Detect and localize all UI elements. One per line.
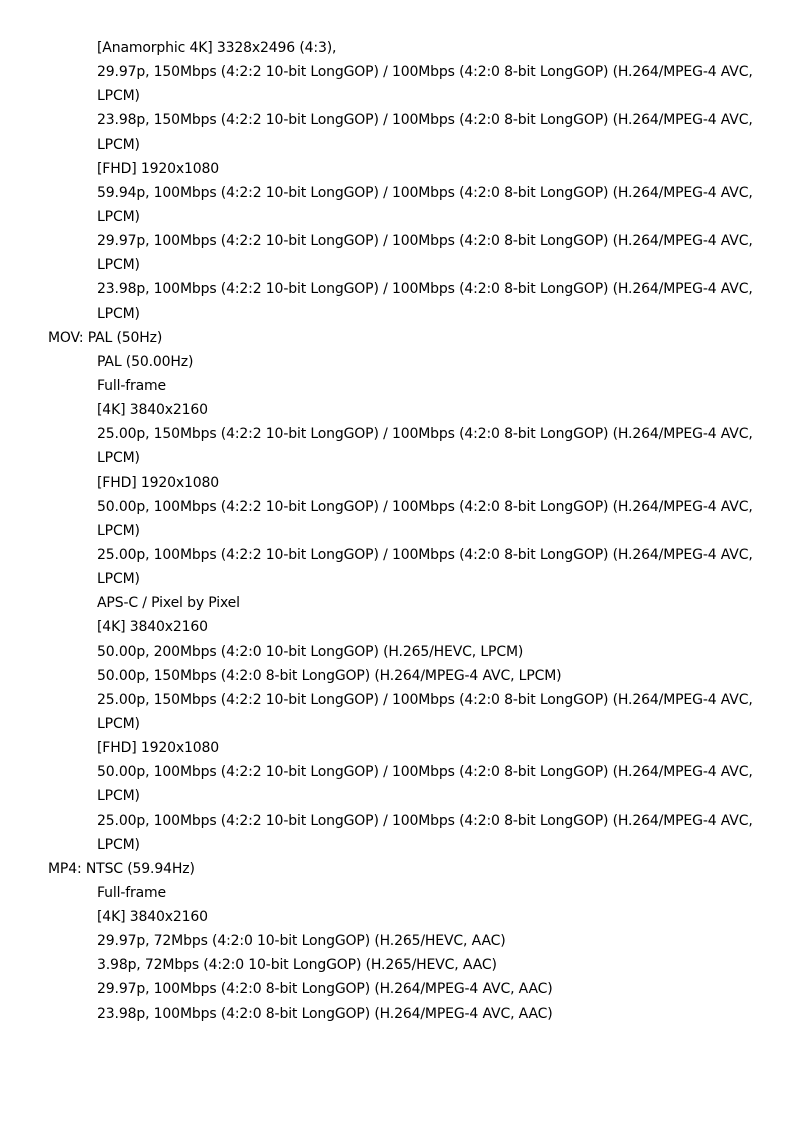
spec-line: LPCM)	[97, 788, 140, 805]
spec-line: [Anamorphic 4K] 3328x2496 (4:3),	[97, 40, 337, 56]
spec-line: LPCM)	[97, 836, 140, 853]
spec-line: 23.98p, 100Mbps (4:2:0 8-bit LongGOP) (H.264/MPEG-4 AVC, AAC)	[97, 1005, 553, 1022]
spec-line: 23.98p, 150Mbps (4:2:2 10-bit LongGOP) / 100Mbps (4:2:0 8-bit LongGOP) (H.264/MPEG-4 AVC,	[97, 112, 753, 129]
spec-line: LPCM)	[97, 450, 140, 467]
spec-line: LPCM)	[97, 571, 140, 588]
spec-line: [FHD] 1920x1080	[97, 160, 220, 177]
format-heading: MOV: PAL (50Hz)	[48, 329, 163, 346]
spec-line: 25.00p, 150Mbps (4:2:2 10-bit LongGOP) / 100Mbps (4:2:0 8-bit LongGOP) (H.264/MPEG-4 AVC,	[97, 426, 753, 443]
spec-line: [4K] 3840x2160	[97, 402, 208, 419]
spec-line: LPCM)	[97, 522, 140, 539]
format-heading: MP4: NTSC (59.94Hz)	[48, 860, 195, 877]
spec-line: 59.94p, 100Mbps (4:2:2 10-bit LongGOP) / 100Mbps (4:2:0 8-bit LongGOP) (H.264/MPEG-4 AVC,	[97, 184, 753, 201]
spec-line: LPCM)	[97, 715, 140, 732]
spec-line: 23.98p, 100Mbps (4:2:2 10-bit LongGOP) / 100Mbps (4:2:0 8-bit LongGOP) (H.264/MPEG-4 AVC,	[97, 281, 753, 298]
spec-line: 29.97p, 72Mbps (4:2:0 10-bit LongGOP) (H.265/HEVC, AAC)	[97, 933, 506, 950]
spec-line: 29.97p, 100Mbps (4:2:2 10-bit LongGOP) / 100Mbps (4:2:0 8-bit LongGOP) (H.264/MPEG-4 AVC,	[97, 233, 753, 250]
spec-line: LPCM)	[97, 257, 140, 274]
spec-line: 25.00p, 150Mbps (4:2:2 10-bit LongGOP) / 100Mbps (4:2:0 8-bit LongGOP) (H.264/MPEG-4 AVC,	[97, 691, 753, 708]
spec-line: 50.00p, 100Mbps (4:2:2 10-bit LongGOP) / 100Mbps (4:2:0 8-bit LongGOP) (H.264/MPEG-4 AVC,	[97, 498, 753, 515]
spec-line: LPCM)	[97, 305, 140, 322]
spec-line: Full-frame	[97, 884, 167, 901]
spec-line: 29.97p, 100Mbps (4:2:0 8-bit LongGOP) (H.264/MPEG-4 AVC, AAC)	[97, 981, 553, 998]
spec-line: [4K] 3840x2160	[97, 909, 208, 926]
spec-line: [FHD] 1920x1080	[97, 474, 220, 491]
spec-line: LPCM)	[97, 88, 140, 105]
spec-line: 25.00p, 100Mbps (4:2:2 10-bit LongGOP) / 100Mbps (4:2:0 8-bit LongGOP) (H.264/MPEG-4 AVC,	[97, 812, 753, 829]
spec-line: PAL (50.00Hz)	[97, 353, 194, 370]
spec-line: [FHD] 1920x1080	[97, 740, 220, 757]
spec-line: LPCM)	[97, 208, 140, 225]
spec-line: Full-frame	[97, 377, 167, 394]
spec-line: [4K] 3840x2160	[97, 619, 208, 636]
spec-document	[0, 36, 800, 1026]
spec-line: 3.98p, 72Mbps (4:2:0 10-bit LongGOP) (H.265/HEVC, AAC)	[97, 957, 497, 974]
spec-line: LPCM)	[97, 136, 140, 153]
spec-line: 29.97p, 150Mbps (4:2:2 10-bit LongGOP) / 100Mbps (4:2:0 8-bit LongGOP) (H.264/MPEG-4 AVC,	[97, 64, 753, 81]
spec-line: 50.00p, 150Mbps (4:2:0 8-bit LongGOP) (H.264/MPEG-4 AVC, LPCM)	[97, 667, 562, 684]
spec-line: 50.00p, 200Mbps (4:2:0 10-bit LongGOP) (H.265/HEVC, LPCM)	[97, 643, 524, 660]
spec-line: 25.00p, 100Mbps (4:2:2 10-bit LongGOP) / 100Mbps (4:2:0 8-bit LongGOP) (H.264/MPEG-4 AVC,	[97, 546, 753, 563]
spec-line: 50.00p, 100Mbps (4:2:2 10-bit LongGOP) / 100Mbps (4:2:0 8-bit LongGOP) (H.264/MPEG-4 AVC,	[97, 764, 753, 781]
spec-line: APS-C / Pixel by Pixel	[97, 595, 240, 612]
